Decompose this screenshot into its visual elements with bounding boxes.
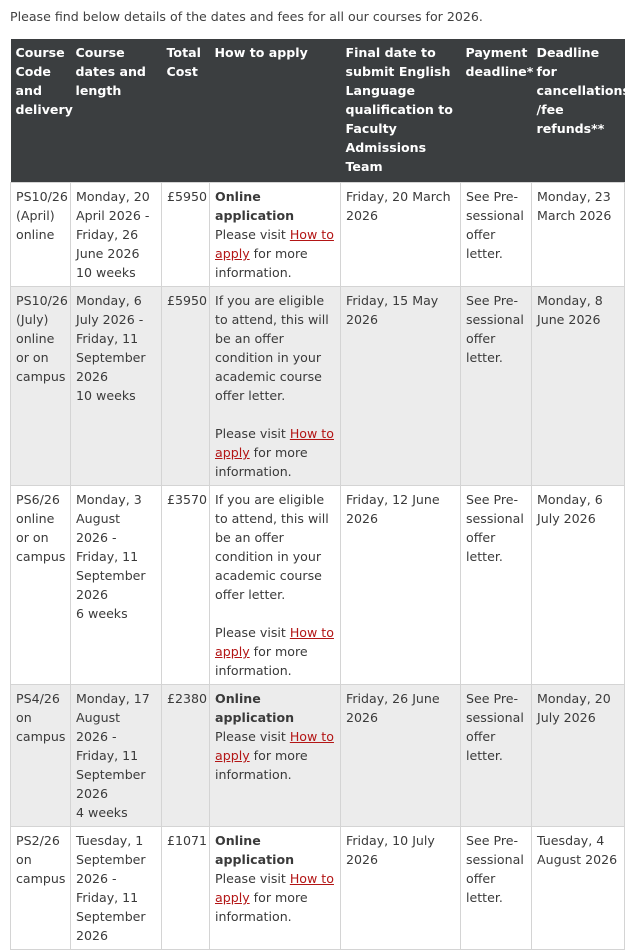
final-date: Friday, 15 May 2026 — [341, 287, 461, 486]
header-cancellation-deadline: Deadline for cancellations /fee refunds** — [532, 39, 625, 183]
payment-deadline: See Pre-sessional offer letter. — [461, 685, 532, 827]
how-to-apply-link[interactable]: How to apply — [215, 426, 334, 460]
more-info-text: for more information. — [215, 445, 308, 479]
table-row — [11, 685, 625, 827]
eligibility-text: If you are eligible to attend, this will be an offer condition in your academic course offer letter. — [215, 293, 329, 403]
header-total-cost: Total Cost — [162, 39, 210, 183]
course-code: PS4/26 on campus — [11, 685, 71, 827]
table-header-row — [11, 39, 625, 183]
intro-text: Please find below details of the dates and fees for all our courses for 2026. — [10, 9, 483, 24]
course-dates — [71, 183, 162, 287]
final-date: Friday, 12 June 2026 — [341, 486, 461, 685]
how-to-apply-cell — [210, 827, 341, 950]
header-course-code: Course Code and delivery — [11, 39, 71, 183]
please-visit-text: Please visit — [215, 625, 290, 640]
please-visit-text: Please visit — [215, 729, 290, 744]
payment-deadline: See Pre-sessional offer letter. — [461, 827, 532, 950]
how-to-apply-cell — [210, 183, 341, 287]
table-row — [11, 287, 625, 486]
course-date-range: Tuesday, 1 September 2026 - Friday, 11 September 2026 — [76, 833, 146, 943]
table-row — [11, 486, 625, 685]
how-to-apply-cell — [210, 486, 341, 685]
eligibility-text: If you are eligible to attend, this will be an offer condition in your academic course offer letter. — [215, 492, 329, 602]
how-to-apply-link[interactable]: How to apply — [215, 729, 334, 763]
header-course-dates: Course dates and length — [71, 39, 162, 183]
course-length: 10 weeks — [76, 265, 136, 280]
course-date-range: Monday, 20 April 2026 - Friday, 26 June 2026 — [76, 189, 150, 261]
more-info-text: for more information. — [215, 246, 308, 280]
course-code: PS10/26 (July) online or on campus — [11, 287, 71, 486]
please-visit-text: Please visit — [215, 426, 290, 441]
cancellation-deadline: Tuesday, 4 August 2026 — [532, 827, 625, 950]
online-application-label: Online application — [215, 833, 295, 867]
course-code: PS10/26 (April) online — [11, 183, 71, 287]
online-application-label: Online application — [215, 691, 295, 725]
total-cost: £1071 — [162, 827, 210, 950]
header-payment-deadline: Payment deadline* — [461, 39, 532, 183]
course-length: 6 weeks — [76, 606, 128, 621]
cancellation-deadline: Monday, 20 July 2026 — [532, 685, 625, 827]
total-cost: £3570 — [162, 486, 210, 685]
final-date: Friday, 10 July 2026 — [341, 827, 461, 950]
final-date: Friday, 26 June 2026 — [341, 685, 461, 827]
total-cost: £2380 — [162, 685, 210, 827]
course-date-range: Monday, 3 August 2026 - Friday, 11 September 2026 — [76, 492, 146, 602]
more-info-text: for more information. — [215, 890, 308, 924]
how-to-apply-link[interactable]: How to apply — [215, 625, 334, 659]
cancellation-deadline: Monday, 8 June 2026 — [532, 287, 625, 486]
course-date-range: Monday, 17 August 2026 - Friday, 11 September 2026 — [76, 691, 150, 801]
header-final-date: Final date to submit English Language qualification to Faculty Admissions Team — [341, 39, 461, 183]
please-visit-text: Please visit — [215, 871, 290, 886]
course-dates — [71, 287, 162, 486]
more-info-text: for more information. — [215, 644, 308, 678]
table-row — [11, 183, 625, 287]
more-info-text: for more information. — [215, 748, 308, 782]
course-fees-table — [10, 39, 630, 950]
total-cost: £5950 — [162, 287, 210, 486]
course-length: 4 weeks — [76, 805, 128, 820]
course-dates — [71, 685, 162, 827]
total-cost: £5950 — [162, 183, 210, 287]
header-how-to-apply: How to apply — [210, 39, 341, 183]
payment-deadline: See Pre-sessional offer letter. — [461, 287, 532, 486]
cancellation-deadline: Monday, 23 March 2026 — [532, 183, 625, 287]
payment-deadline: See Pre-sessional offer letter. — [461, 486, 532, 685]
final-date: Friday, 20 March 2026 — [341, 183, 461, 287]
online-application-label: Online application — [215, 189, 295, 223]
course-dates — [71, 486, 162, 685]
cancellation-deadline: Monday, 6 July 2026 — [532, 486, 625, 685]
course-code: PS6/26 online or on campus — [11, 486, 71, 685]
course-code: PS2/26 on campus — [11, 827, 71, 950]
table-row — [11, 827, 625, 950]
course-dates — [71, 827, 162, 950]
payment-deadline: See Pre-sessional offer letter. — [461, 183, 532, 287]
how-to-apply-link[interactable]: How to apply — [215, 871, 334, 905]
how-to-apply-cell — [210, 287, 341, 486]
how-to-apply-cell — [210, 685, 341, 827]
how-to-apply-link[interactable]: How to apply — [215, 227, 334, 261]
please-visit-text: Please visit — [215, 227, 290, 242]
course-length: 10 weeks — [76, 388, 136, 403]
course-date-range: Monday, 6 July 2026 - Friday, 11 September 2026 — [76, 293, 146, 384]
